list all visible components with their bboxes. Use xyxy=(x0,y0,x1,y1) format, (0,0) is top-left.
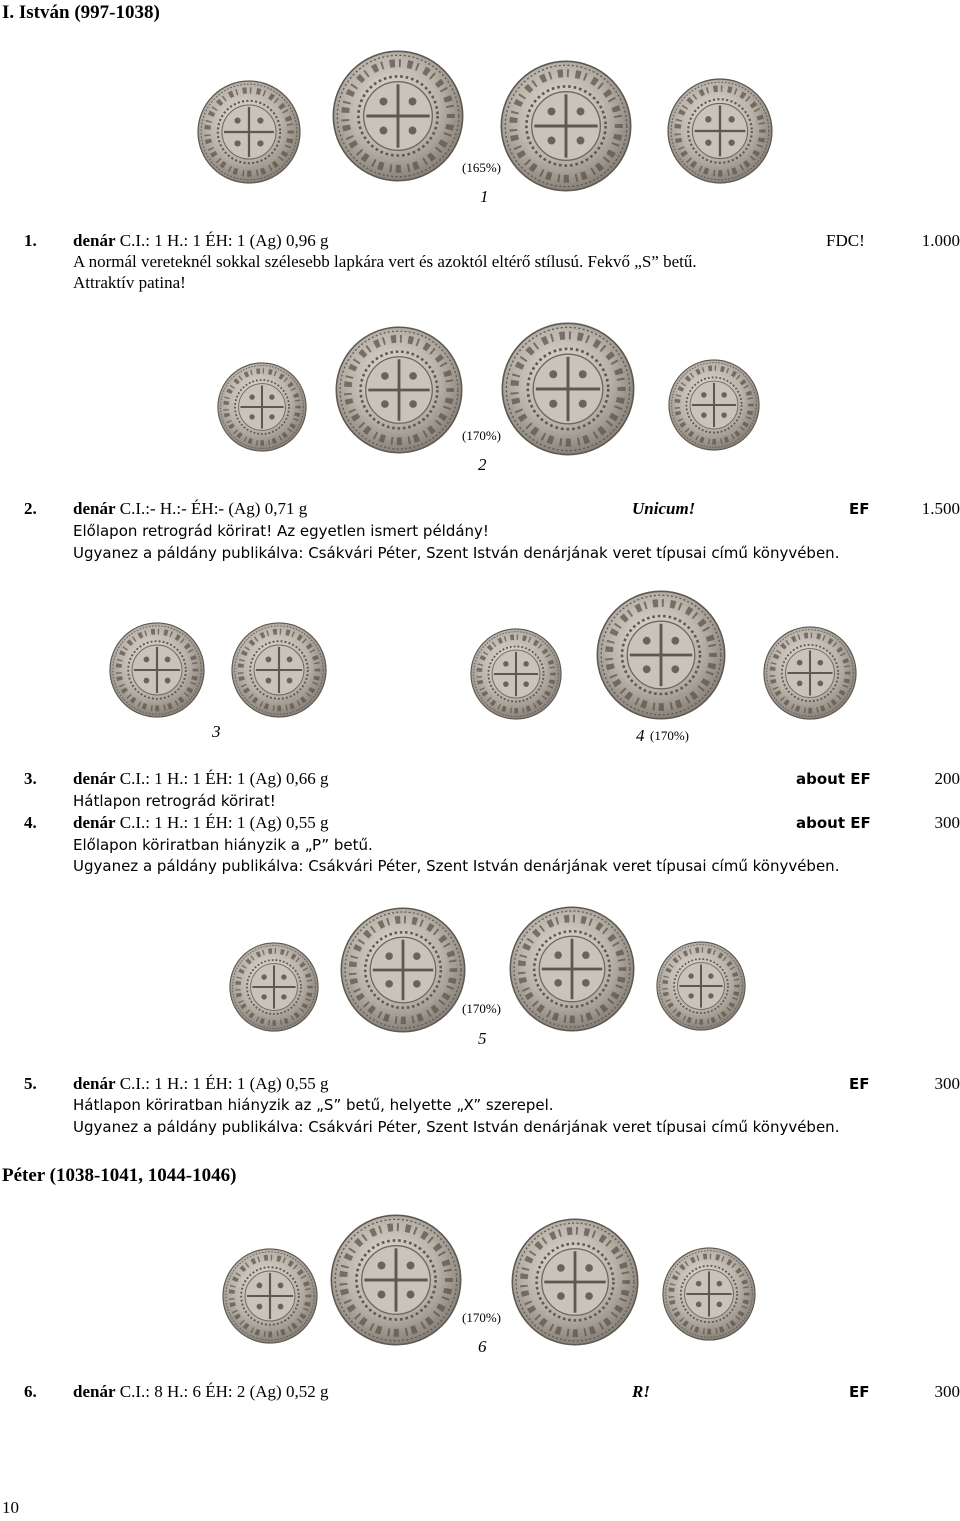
coin-image-4a xyxy=(470,628,562,720)
rarity-2: Unicum! xyxy=(632,499,696,518)
section-heading-istvan: I. István (997-1038) xyxy=(2,2,160,23)
description-4a: Előlapon köriratban hiányzik a „P” betű. xyxy=(73,836,373,854)
coin-image-5b xyxy=(340,906,466,1034)
references-4: C.I.: 1 H.: 1 ÉH: 1 (Ag) 0,55 g xyxy=(119,813,329,832)
coin-image-6d xyxy=(662,1246,756,1342)
lot-number-3: 3. xyxy=(24,769,37,788)
coin-image-3a xyxy=(108,622,206,718)
denomination-1: denár xyxy=(73,231,116,250)
section-heading-peter: Péter (1038-1041, 1044-1046) xyxy=(2,1165,237,1186)
coin-image-2d xyxy=(668,358,760,452)
lot-title-1 xyxy=(73,231,328,251)
description-5a: Hátlapon köriratban hiányzik az „S” betű, helyette „X” szerepel. xyxy=(73,1096,554,1114)
scale-label-5: (170%) xyxy=(462,1001,501,1016)
denomination-5: denár xyxy=(73,1074,116,1093)
description-2b: Ugyanez a páldány publikálva: Csákvári Péter, Szent István denárjának veret típusai című könyvében. xyxy=(73,544,840,562)
references-6: C.I.: 8 H.: 6 ÉH: 2 (Ag) 0,52 g xyxy=(119,1382,329,1401)
coin-image-2b xyxy=(332,326,466,454)
coin-image-4c xyxy=(762,626,858,720)
coin-image-5c xyxy=(504,906,640,1032)
coin-image-1d xyxy=(666,78,774,184)
grade-1: FDC! xyxy=(826,231,865,250)
description-2a: Előlapon retrográd körirat! Az egyetlen ismert példány! xyxy=(73,522,489,540)
description-1a: A normál vereteknél sokkal szélesebb lapkára vert és azoktól eltérő stílusú. Fekvő „S” betű. xyxy=(73,252,697,271)
scale-label-1: (165%) xyxy=(462,160,501,175)
lot-title-6 xyxy=(73,1382,328,1402)
description-1b: Attraktív patina! xyxy=(73,273,186,292)
lot-number-5: 5. xyxy=(24,1074,37,1093)
references-1: C.I.: 1 H.: 1 ÉH: 1 (Ag) 0,96 g xyxy=(119,231,329,250)
price-3: 200 xyxy=(934,769,960,788)
grade-6: EF xyxy=(849,1383,870,1401)
page-number: 10 xyxy=(2,1498,19,1517)
grade-5: EF xyxy=(849,1075,870,1093)
references-5: C.I.: 1 H.: 1 ÉH: 1 (Ag) 0,55 g xyxy=(119,1074,329,1093)
price-5: 300 xyxy=(934,1074,960,1093)
price-1: 1.000 xyxy=(921,231,960,250)
description-5b: Ugyanez a páldány publikálva: Csákvári Péter, Szent István denárjának veret típusai című könyvében. xyxy=(73,1118,840,1136)
lot-title-4 xyxy=(73,813,328,833)
coin-image-1c xyxy=(496,60,636,192)
lot-title-3 xyxy=(73,769,328,789)
denomination-4: denár xyxy=(73,813,116,832)
description-3: Hátlapon retrográd körirat! xyxy=(73,792,276,810)
lot-number-6: 6. xyxy=(24,1382,37,1401)
lot-number-4: 4. xyxy=(24,813,37,832)
scale-label-4: (170%) xyxy=(650,728,689,743)
coin-image-2a xyxy=(214,362,310,452)
lot-title-2 xyxy=(73,499,307,519)
coin-image-3b xyxy=(230,622,328,718)
references-2: C.I.:- H.:- ÉH:- (Ag) 0,71 g xyxy=(119,499,308,518)
lot-title-5 xyxy=(73,1074,328,1094)
coin-image-1b xyxy=(331,50,465,182)
coin-image-4b xyxy=(594,590,728,720)
denomination-3: denár xyxy=(73,769,116,788)
grade-3: about EF xyxy=(796,770,871,788)
coin-image-5d xyxy=(656,940,746,1032)
price-2: 1.500 xyxy=(921,499,960,518)
price-4: 300 xyxy=(934,813,960,832)
coin-image-6c xyxy=(510,1218,640,1346)
coin-image-5a xyxy=(228,942,320,1032)
price-6: 300 xyxy=(934,1382,960,1401)
rarity-6: R! xyxy=(632,1382,650,1401)
figure-number-6: 6 xyxy=(478,1337,487,1356)
scale-label-2: (170%) xyxy=(462,428,501,443)
scale-label-6: (170%) xyxy=(462,1310,501,1325)
grade-4: about EF xyxy=(796,814,871,832)
figure-number-1: 1 xyxy=(480,187,489,206)
figure-number-5: 5 xyxy=(478,1029,487,1048)
coin-image-6a xyxy=(222,1248,318,1344)
coin-image-1a xyxy=(196,80,302,184)
coin-image-2c xyxy=(498,322,638,456)
coin-image-6b xyxy=(330,1214,462,1346)
grade-2: EF xyxy=(849,500,870,518)
figure-number-2: 2 xyxy=(478,455,487,474)
lot-number-1: 1. xyxy=(24,231,37,250)
figure-number-4: 4 xyxy=(636,726,645,745)
lot-number-2: 2. xyxy=(24,499,37,518)
figure-number-3: 3 xyxy=(212,722,221,741)
description-4b: Ugyanez a páldány publikálva: Csákvári Péter, Szent István denárjának veret típusai című könyvében. xyxy=(73,857,840,875)
references-3: C.I.: 1 H.: 1 ÉH: 1 (Ag) 0,66 g xyxy=(119,769,329,788)
denomination-2: denár xyxy=(73,499,116,518)
denomination-6: denár xyxy=(73,1382,116,1401)
